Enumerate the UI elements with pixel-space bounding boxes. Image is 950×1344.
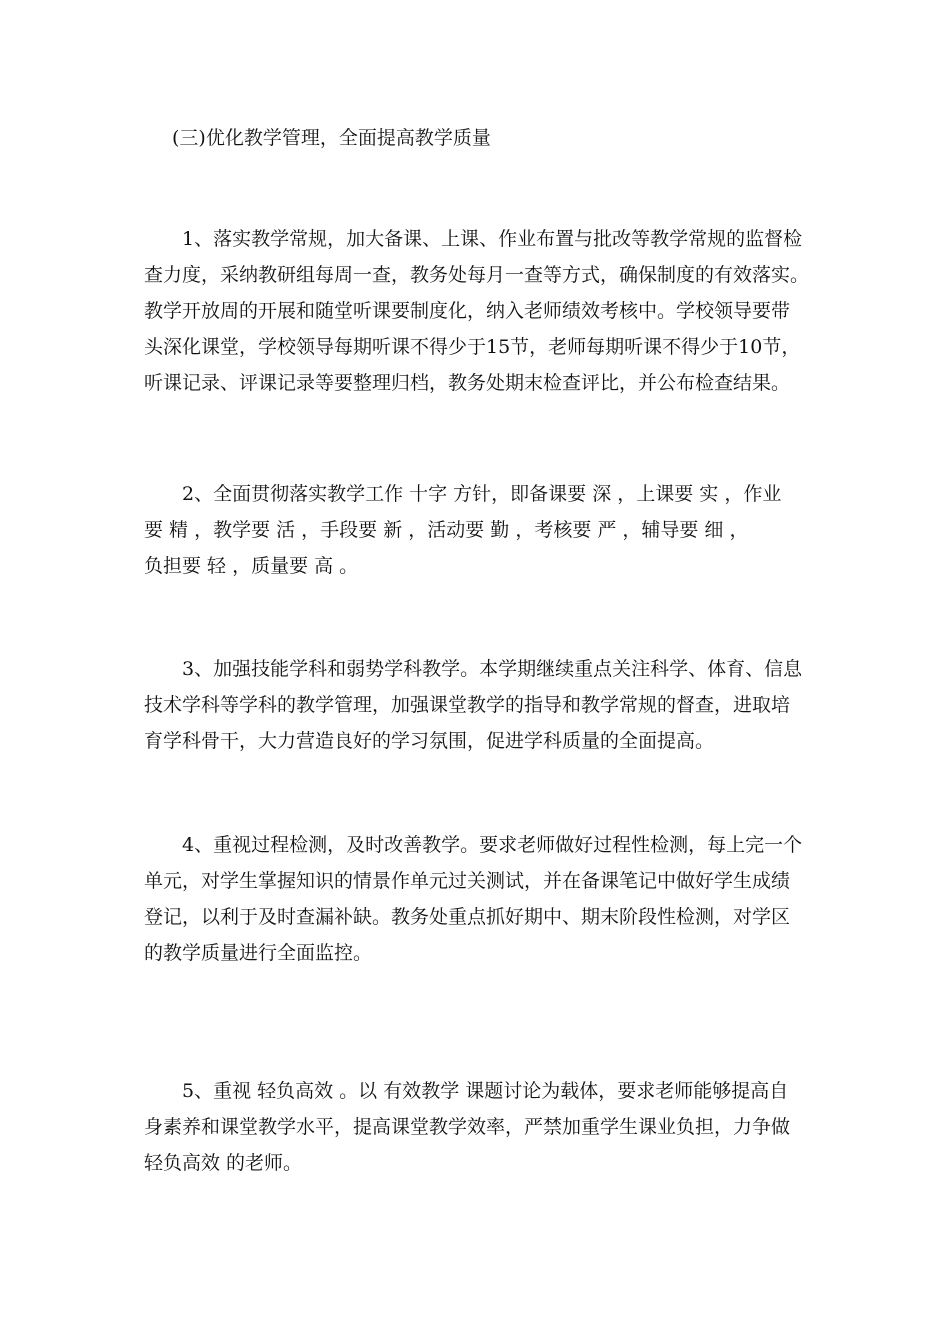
- paragraph-line: 技术学科等学科的教学管理，加强课堂教学的指导和教学常规的督查，进取培: [144, 694, 791, 716]
- paragraph-line: 2、全面贯彻落实教学工作 十字 方针，即备课要 深 ，上课要 实 ，作业: [144, 483, 782, 505]
- paragraph-5: [144, 1073, 804, 1181]
- paragraph-line: 4、重视过程检测，及时改善教学。要求老师做好过程性检测，每上完一个: [144, 834, 803, 856]
- paragraph-1: [144, 221, 810, 401]
- paragraph-line: 单元，对学生掌握知识的情景作单元过关测试，并在备课笔记中做好学生成绩: [144, 870, 791, 892]
- paragraph-line: 负担要 轻 ，质量要 高 。: [144, 555, 359, 577]
- paragraph-line: 的教学质量进行全面监控。: [144, 942, 373, 964]
- paragraph-line: 登记，以利于及时查漏补缺。教务处重点抓好期中、期末阶段性检测，对学区: [144, 906, 791, 928]
- paragraph-line: 查力度，采纳教研组每周一查，教务处每月一查等方式，确保制度的有效落实。: [144, 264, 810, 286]
- paragraph-4: [144, 827, 804, 971]
- paragraph-2: [144, 476, 804, 584]
- paragraph-line: 轻负高效 的老师。: [144, 1152, 303, 1174]
- paragraph-line: 要 精 ，教学要 活 ，手段要 新 ，活动要 勤 ，考核要 严 ，辅导要 细 ，: [144, 519, 749, 541]
- paragraph-line: 育学科骨干，大力营造良好的学习氛围，促进学科质量的全面提高。: [144, 730, 715, 752]
- paragraph-line: 听课记录、评课记录等要整理归档，教务处期末检查评比，并公布检查结果。: [144, 372, 791, 394]
- paragraph-line: 5、重视 轻负高效 。以 有效教学 课题讨论为载体，要求老师能够提高自: [144, 1080, 789, 1102]
- paragraph-line: 教学开放周的开展和随堂听课要制度化，纳入老师绩效考核中。学校领导要带: [144, 300, 791, 322]
- paragraph-line: 1、落实教学常规，加大备课、上课、作业布置与批改等教学常规的监督检: [144, 228, 803, 250]
- paragraph-line: 3、加强技能学科和弱势学科教学。本学期继续重点关注科学、体育、信息: [144, 658, 803, 680]
- paragraph-3: [144, 651, 804, 759]
- section-heading: (三)优化教学管理，全面提高教学质量: [172, 127, 491, 149]
- paragraph-line: 身素养和课堂教学水平，提高课堂教学效率，严禁加重学生课业负担，力争做: [144, 1116, 791, 1138]
- paragraph-line: 头深化课堂，学校领导每期听课不得少于15节，老师每期听课不得少于10节，: [144, 336, 801, 358]
